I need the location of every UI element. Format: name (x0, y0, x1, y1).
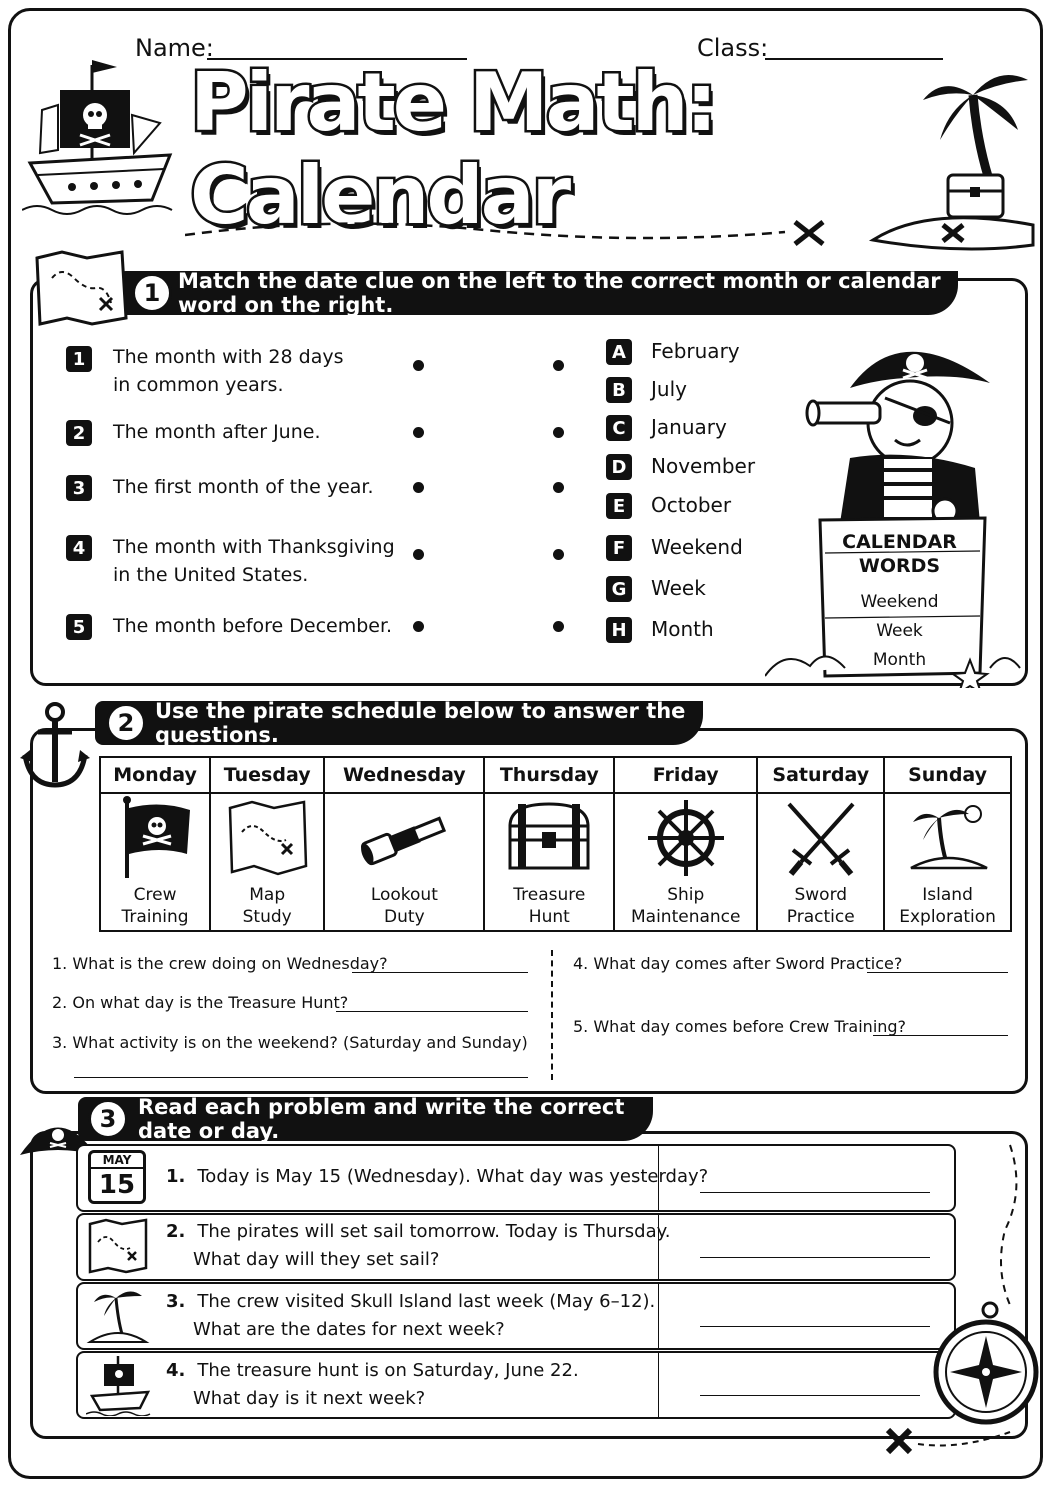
x-mark-icon (880, 1420, 1020, 1460)
clue-4-line2: in the United States. (113, 564, 309, 586)
answer-line-3-4[interactable] (700, 1395, 920, 1396)
section2-banner (95, 701, 703, 745)
match-dot-left-3[interactable] (413, 482, 424, 493)
section1-instruction: Match the date clue on the left to the correct month or calendar word on the right. (178, 269, 941, 317)
activity-cell-sunday (884, 793, 1011, 931)
answer-line-2-4[interactable] (867, 972, 1008, 973)
clue-number-4: 4 (66, 535, 92, 561)
activity-monday-line1: Crew (133, 885, 177, 905)
clue-number-3: 3 (66, 475, 92, 501)
section2-instruction: Use the pirate schedule below to answer the questions. (155, 699, 686, 747)
calendar-words-sign (832, 530, 967, 578)
calendar-month: MAY (91, 1153, 143, 1169)
activity-cell-friday (614, 793, 757, 931)
calendar-icon (88, 1150, 146, 1204)
spyglass-icon (354, 796, 454, 880)
island-icon (903, 796, 993, 880)
clue-4-line1: The month with Thanksgiving (113, 536, 395, 558)
answer-line-2-5[interactable] (873, 1035, 1008, 1036)
question-2-5: 5. What day comes before Crew Training? (573, 1017, 907, 1036)
activity-sunday-line1: Island (922, 885, 973, 905)
pirate-ship-icon (86, 1352, 152, 1416)
section1-banner (118, 271, 958, 315)
problem-1 (166, 1163, 708, 1191)
activity-cell-thursday (484, 793, 614, 931)
match-dot-left-2[interactable] (413, 427, 424, 438)
sign-word-month: Month (872, 650, 927, 670)
activity-friday-line1: Ship (667, 885, 705, 905)
pirate-ship-icon (22, 55, 177, 220)
palm-island-icon (868, 55, 1038, 265)
problem-3-line1: The crew visited Skull Island last week (May 6–12). (197, 1291, 656, 1312)
activity-saturday-line2: Practice (786, 907, 855, 927)
day-header-friday: Friday (614, 757, 757, 793)
calendar-day: 15 (98, 1170, 136, 1200)
option-a: February (651, 339, 740, 363)
clue-1 (113, 343, 413, 399)
activity-cell-tuesday (210, 793, 324, 931)
compass-icon (930, 1300, 1042, 1430)
treasure-path (185, 210, 835, 250)
day-header-saturday: Saturday (757, 757, 884, 793)
treasure-map-icon (32, 248, 130, 328)
island-icon (86, 1284, 150, 1346)
problem-2-num: 2. (166, 1221, 186, 1242)
clue-5: The month before December. (113, 615, 393, 637)
activity-monday-line2: Training (121, 907, 189, 927)
activity-thursday-line2: Hunt (528, 907, 570, 927)
class-label: Class: (697, 34, 769, 62)
treasure-map-icon (86, 1216, 150, 1276)
problem-3 (166, 1288, 655, 1344)
problem-4 (166, 1357, 579, 1413)
clue-number-1: 1 (66, 346, 92, 372)
activity-sunday-line2: Exploration (899, 907, 996, 927)
option-b: July (651, 377, 687, 401)
problem-4-num: 4. (166, 1360, 186, 1381)
option-letter-a: A (606, 339, 632, 365)
day-header-tuesday: Tuesday (210, 757, 324, 793)
dashed-trail (990, 1140, 1030, 1310)
problem-3-line2: What are the dates for next week? (193, 1319, 505, 1340)
clue-1-line2: in common years. (113, 374, 284, 396)
option-h: Month (651, 617, 714, 641)
activity-wednesday-line1: Lookout (370, 885, 438, 905)
pirate-flag-icon (115, 796, 195, 880)
answer-line-3-2[interactable] (700, 1257, 930, 1258)
answer-line-3-3[interactable] (700, 1326, 930, 1327)
clue-2: The month after June. (113, 421, 321, 443)
day-header-thursday: Thursday (484, 757, 614, 793)
clue-1-line1: The month with 28 days (113, 346, 344, 368)
activity-cell-saturday (757, 793, 884, 931)
clue-3: The first month of the year. (113, 476, 374, 498)
option-e: October (651, 493, 732, 517)
day-header-sunday: Sunday (884, 757, 1011, 793)
treasure-map-icon (224, 796, 310, 880)
option-c: January (651, 415, 727, 439)
answer-line-2-3[interactable] (74, 1077, 528, 1078)
pirate-schedule-table (99, 756, 1012, 932)
problem-4-line2: What day is it next week? (193, 1388, 426, 1409)
question-2-2: 2. On what day is the Treasure Hunt? (52, 993, 349, 1012)
day-header-wednesday: Wednesday (324, 757, 484, 793)
day-header-monday: Monday (100, 757, 210, 793)
match-dot-right-4[interactable] (553, 549, 564, 560)
section2-number: 2 (106, 703, 146, 743)
match-dot-right-3[interactable] (553, 482, 564, 493)
match-dot-left-1[interactable] (413, 360, 424, 371)
problem-1-num: 1. (166, 1166, 186, 1187)
sign-words (832, 588, 967, 675)
option-letter-d: D (606, 454, 632, 480)
answer-line-3-1[interactable] (700, 1192, 930, 1193)
answer-line-2-1[interactable] (352, 972, 528, 973)
ship-wheel-icon (644, 796, 728, 880)
sign-word-week: Week (876, 621, 923, 641)
anchor-icon (20, 700, 90, 795)
clue-number-2: 2 (66, 420, 92, 446)
option-d: November (651, 454, 756, 478)
match-dot-right-2[interactable] (553, 427, 564, 438)
question-2-3: 3. What activity is on the weekend? (Saturday and Sunday) (52, 1033, 528, 1052)
question-2-1: 1. What is the crew doing on Wednesday? (52, 954, 388, 973)
treasure-chest-icon (504, 796, 594, 880)
problem-1-text: Today is May 15 (Wednesday). What day was yesterday? (197, 1166, 709, 1187)
page-title: Pirate Math: Calendar (190, 56, 715, 242)
match-dot-left-4[interactable] (413, 549, 424, 560)
section3-number: 3 (88, 1099, 128, 1139)
sign-title-2: WORDS (858, 555, 941, 577)
option-letter-b: B (606, 377, 632, 403)
match-dot-left-5[interactable] (413, 621, 424, 632)
answer-line-2-2[interactable] (336, 1011, 528, 1012)
name-label: Name: (135, 34, 214, 62)
option-f: Weekend (651, 535, 743, 559)
question-divider (551, 950, 553, 1080)
clue-number-5: 5 (66, 614, 92, 640)
activity-thursday-line1: Treasure (513, 885, 586, 905)
activity-saturday-line1: Sword (794, 885, 848, 905)
section1-number: 1 (132, 273, 172, 313)
problem-4-line1: The treasure hunt is on Saturday, June 22. (197, 1360, 579, 1381)
clue-4 (113, 533, 413, 589)
option-letter-h: H (606, 617, 632, 643)
section3-banner (78, 1097, 653, 1141)
option-letter-f: F (606, 535, 632, 561)
crossed-swords-icon (779, 796, 863, 880)
problem-3-num: 3. (166, 1291, 186, 1312)
sign-title-1: CALENDAR (842, 531, 957, 553)
match-dot-right-1[interactable] (553, 360, 564, 371)
question-2-4: 4. What day comes after Sword Practice? (573, 954, 903, 973)
activity-friday-line2: Maintenance (630, 907, 741, 927)
problem-2-line2: What day will they set sail? (193, 1249, 440, 1270)
activity-tuesday-line1: Map (249, 885, 286, 905)
option-letter-c: C (606, 415, 632, 441)
section3-instruction: Read each problem and write the correct date or day. (138, 1095, 625, 1143)
option-g: Week (651, 576, 706, 600)
activity-tuesday-line2: Study (242, 907, 292, 927)
problem-2 (166, 1218, 670, 1274)
activity-wednesday-line2: Duty (384, 907, 425, 927)
option-letter-e: E (606, 493, 632, 519)
option-letter-g: G (606, 576, 632, 602)
problem-2-line1: The pirates will set sail tomorrow. Today is Thursday. (197, 1221, 671, 1242)
activity-cell-wednesday (324, 793, 484, 931)
sign-word-weekend: Weekend (860, 592, 939, 612)
activity-cell-monday (100, 793, 210, 931)
match-dot-right-5[interactable] (553, 621, 564, 632)
